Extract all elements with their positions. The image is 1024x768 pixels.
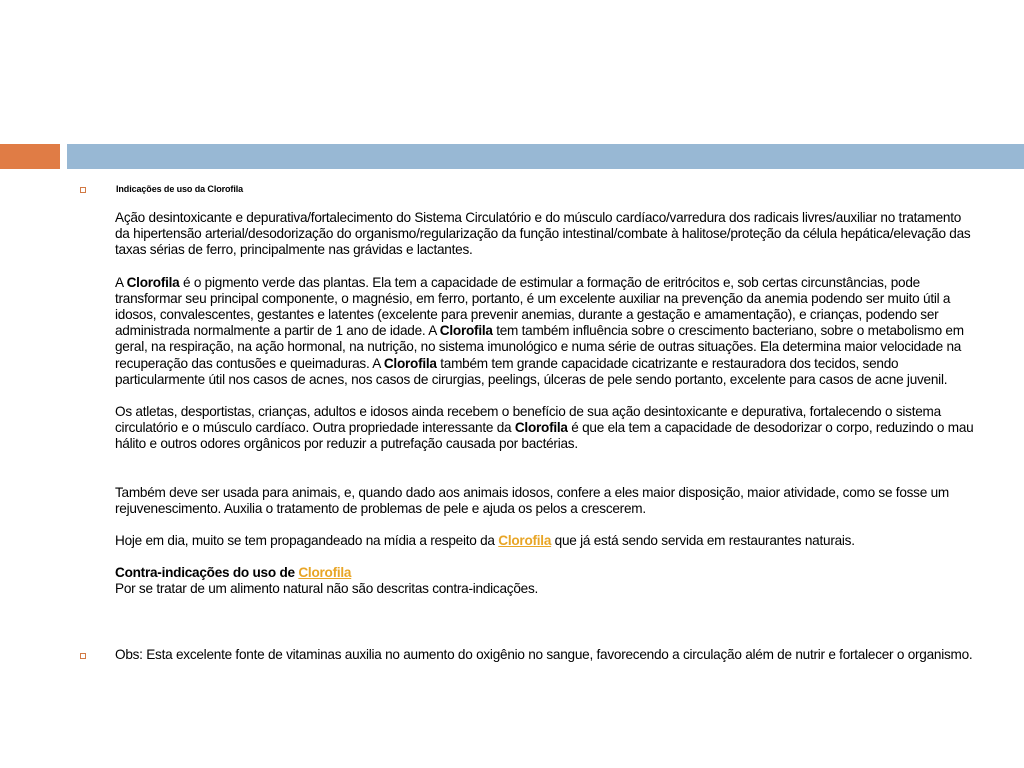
text-run: é que ela tem a capacidade de desodorizar o corpo, reduzindo o mau hálito e outros odores orgânicos por reduzir a putrefação causada por bactérias. (115, 420, 974, 452)
contra-title-text: Contra-indicações do uso de (115, 565, 299, 581)
body-text (115, 210, 977, 598)
clorofila-link[interactable]: Clorofila (498, 533, 552, 549)
contra-indications-text: Por se tratar de um alimento natural não são descritas contra-indicações. (115, 581, 539, 597)
header-band-accent (0, 144, 60, 169)
header-band (67, 144, 1024, 169)
text-run: é o pigmento verde das plantas. Ela tem a capacidade de estimular a formação de eritrócitos e, sob certas circunstâncias, pode transformar seu principal componente, o magnésio, em ferro, portanto, é um excelente auxiliar na prevenção da anemia podendo ser muito útil a idosos, convalescentes, gestantes e latentes (excelente para prevenir anemias, durante a gestação e amamentação), e crianças, podendo ser administrada normalmente a partir de 1 ano de idade. A (115, 274, 951, 339)
text-run: Hoje em dia, muito se tem propagandeado na mídia a respeito da (115, 533, 499, 549)
text-run: que já está sendo servida em restaurantes naturais. (551, 533, 855, 549)
keyword-clorofila: Clorofila (383, 355, 437, 371)
text-run: Os atletas, desportistas, crianças, adultos e idosos ainda recebem o benefício de sua ação desintoxicante e depurativa, fortalecendo o sistema circulatório e o músculo cardíaco. Outra propriedade interessante da (115, 404, 941, 436)
paragraph-indications: Ação desintoxicante e depurativa/fortalecimento do Sistema Circulatório e do músculo cardíaco/varredura dos radicais livres/auxiliar no tratamento da hipertensão arterial/desodorização do organismo/regularização da função intestinal/combate à halitose/proteção da célula hepática/elevação das taxas sérias de ferro, principalmente nas grávidas e lactantes. (115, 210, 971, 258)
keyword-clorofila: Clorofila (126, 274, 180, 290)
contra-indications-title (115, 565, 977, 581)
keyword-clorofila: Clorofila (514, 420, 568, 436)
square-bullet-icon (80, 187, 86, 193)
square-bullet-icon (80, 653, 86, 659)
paragraph-athletes (115, 404, 977, 453)
paragraph-pigment (115, 275, 977, 388)
text-run: tem também influência sobre o crescimento bacteriano, sobre o metabolismo em geral, na respiração, na ação hormonal, na nutrição, no sistema imunológico e numa série de outras situações. Ela determina maior velocidade na recuperação das contusões e queimaduras. A (115, 323, 964, 371)
text-run: também tem grande capacidade cicatrizante e restauradora dos tecidos, sendo particularmente útil nos casos de acnes, nos casos de cirurgias, peelings, úlceras de pele sendo portanto, excelente para casos de acne juvenil. (115, 355, 948, 387)
paragraph-animals: Também deve ser usada para animais, e, quando dado aos animais idosos, confere a eles maior disposição, maior atividade, como se fosse um rejuvenescimento. Auxilia o tratamento de problemas de pele e ajuda os pelos a crescerem. (115, 484, 949, 516)
keyword-clorofila: Clorofila (439, 323, 493, 339)
clorofila-link[interactable]: Clorofila (298, 565, 352, 581)
text-run: A (115, 274, 127, 290)
paragraph-media (115, 533, 977, 549)
section-heading: Indicações de uso da Clorofila (116, 184, 244, 194)
observation-text: Obs: Esta excelente fonte de vitaminas auxilia no aumento do oxigênio no sangue, favorecendo a circulação além de nutrir e fortalecer o organismo. (115, 647, 973, 662)
